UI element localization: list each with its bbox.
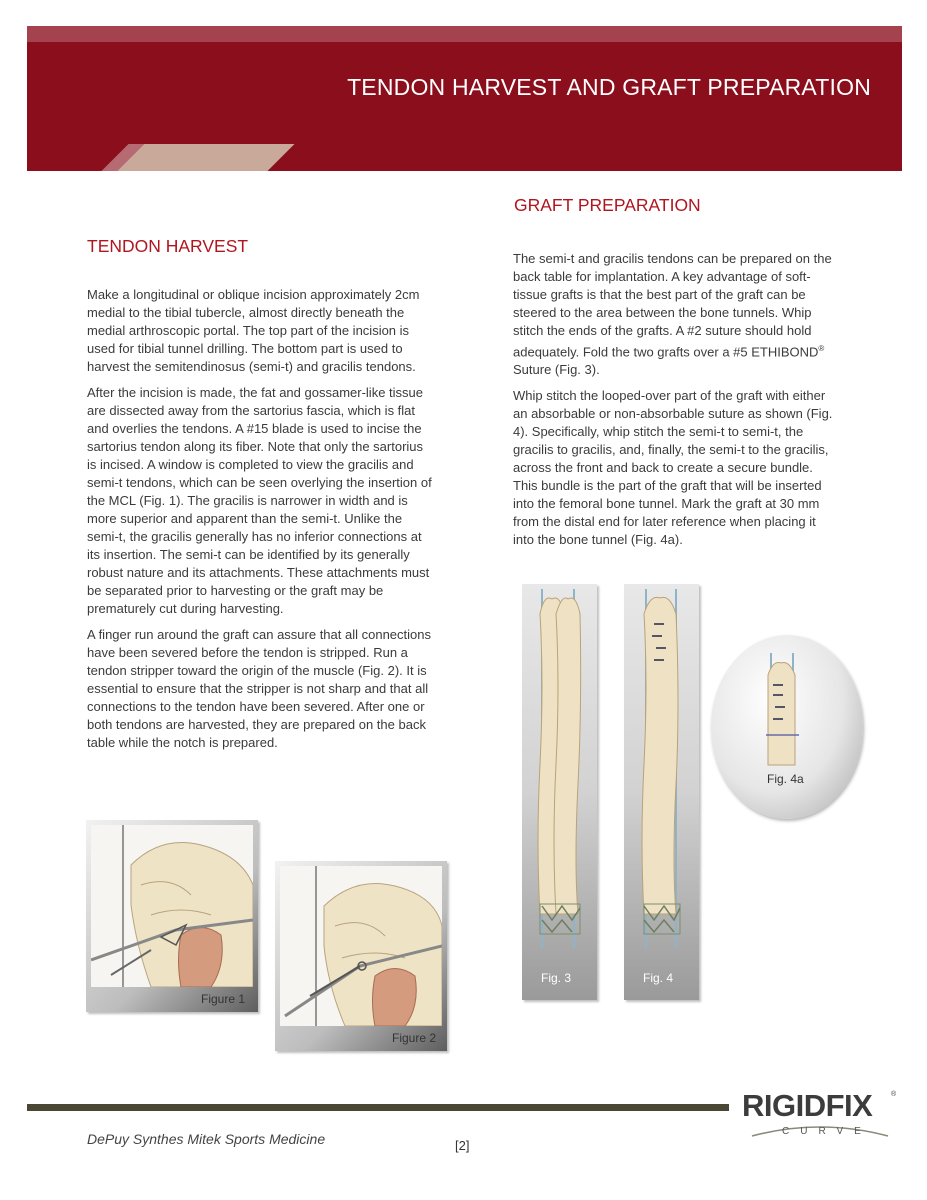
page-number: [2] [455, 1138, 470, 1153]
graft-paragraph-1-end: Suture (Fig. 3). [513, 362, 600, 378]
graft-preparation-paragraph-2: Whip stitch the looped-over part of the graft with either an absorbable or non-absorbable suture as shown (Fig. 4). Specifically, whip stitch the semi-t to semi-t, the gracilis to gracilis, and, finally, the semi-t to the gracilis, across the front and back to create a secure bundle. This bundle is the part of the graft that will be inserted into the femoral bone tunnel. Mark the graft at 30 mm from the distal end for later reference when placing it into the bone tunnel (Fig. 4a). [513, 388, 833, 548]
figure-4 [624, 584, 699, 1000]
banner-accent-shape-light [118, 144, 295, 171]
graft-preparation-paragraph-1 [513, 250, 835, 379]
logo-sub-text: CURVE [782, 1126, 872, 1137]
figure-3-illustration [522, 584, 597, 1000]
tendon-harvest-text [87, 286, 432, 760]
figure-3-caption: Fig. 3 [541, 971, 572, 985]
header-banner [27, 26, 902, 171]
figure-4-caption: Fig. 4 [643, 971, 674, 985]
logo-registered-mark: ® [891, 1091, 897, 1098]
footer-company: DePuy Synthes Mitek Sports Medicine [87, 1131, 326, 1147]
tendon-harvest-paragraph-3: A finger run around the graft can assure that all connections have been severed before the tendon is stripped. Run a tendon stripper toward the origin of the muscle (Fig. 2). It is essential to ensure that the stripper is not sharp and that all connections to the tendon have been severed. After one or both tendons are harvested, they are prepared on the back table while the notch is prepared. [87, 627, 431, 750]
tendon-harvest-paragraph-1: Make a longitudinal or oblique incision approximately 2cm medial to the tibial tubercle, almost directly beneath the medial arthroscopic portal. The top part of the incision is used for tibial tunnel drilling. The bottom part is used to harvest the semitendinosus (semi-t) and gracilis tendons. [87, 287, 420, 374]
footer-bar [27, 1104, 729, 1111]
page-title: TENDON HARVEST AND GRAFT PREPARATION [347, 74, 871, 100]
rigidfix-logo [742, 1088, 897, 1143]
figure-1-illustration [91, 825, 253, 987]
figure-2-illustration [280, 866, 442, 1026]
registered-mark: ® [818, 344, 825, 353]
figure-4a-caption: Fig. 4a [767, 772, 804, 786]
figure-1 [86, 820, 258, 1012]
banner-stripe [27, 26, 902, 42]
tendon-harvest-paragraph-2: After the incision is made, the fat and gossamer-like tissue are dissected away from the sartorius fascia, which is flat and overlies the tendons. A #15 blade is used to incise the sartorius tendon along its fiber. Note that only the sartorius is incised. A window is completed to view the gracilis and semi-t tendons, which can be seen overlying the insertion of the MCL (Fig. 1). The gracilis is narrower in width and is more superior and apparent than the semi-t. Unlike the semi-t, the gracilis generally has no inferior connections at its insertion. The semi-t can be identified by its generally robust nature and its attachments. These attachments must be separated prior to harvesting or the graft may be prematurely cut during harvesting. [87, 385, 432, 616]
figure-2 [275, 861, 447, 1051]
graft-paragraph-1-text: The semi-t and gracilis tendons can be prepared on the back table for implantation. A key advantage of soft-tissue grafts is that the best part of the graft can be steered to the area between the bone tunnels. Whip stitch the ends of the grafts. A #2 suture should hold adequately. Fold the two grafts over a #5 ETHIBOND [513, 251, 832, 360]
figure-4-illustration [624, 584, 699, 1000]
figure-3 [522, 584, 597, 1000]
figure-1-caption: Figure 1 [201, 992, 246, 1006]
figure-4a-illustration [711, 635, 863, 819]
graft-preparation-text [513, 250, 835, 557]
figure-2-caption: Figure 2 [392, 1031, 437, 1045]
figure-4a [711, 635, 863, 819]
graft-preparation-heading: GRAFT PREPARATION [514, 195, 701, 215]
logo-main-text: RIGIDFIX [742, 1088, 873, 1123]
tendon-harvest-heading: TENDON HARVEST [87, 236, 249, 256]
